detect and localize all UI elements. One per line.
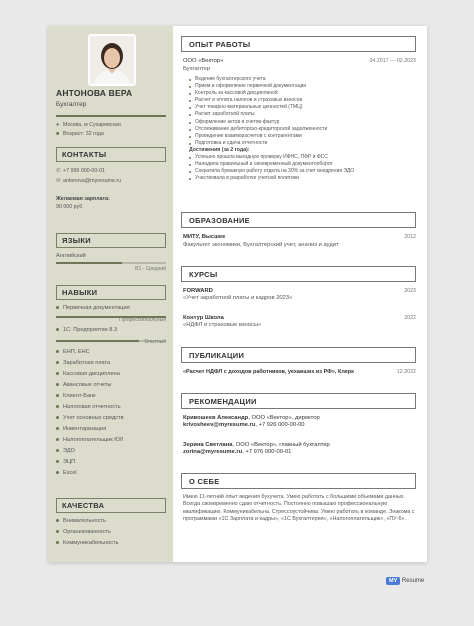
location-icon: ● [56,122,60,128]
school-name: МИТУ, Высшее [183,234,226,240]
list-item: Расчет и оплата налогов и страховых взносов [195,97,416,104]
bullet-icon [56,530,59,533]
publication-date: 12.2022 [396,369,416,375]
company-name: ООО «Вектор» [183,58,224,64]
brand-badge [386,577,424,585]
list-item: Сократила бумажную работу отдела на 30% за счет внедрения ЭДО [195,168,416,175]
language-level: B1 - Средний [135,266,166,272]
phone-icon: ✆ [56,168,61,174]
list-item: Отслеживание дебиторско-кредиторской задолженности [195,126,416,133]
experience-dates: 04.2017 — 02.2023 [369,58,416,64]
publication-entry [183,369,416,375]
course-year: 2022 [404,315,416,321]
skill-item: Excel [56,470,166,476]
recommender-name: Зерина Светлана [183,442,233,448]
quality-item: Коммуникабельность [56,540,166,546]
duties-list [183,76,416,147]
skill-level: Профессиональный [119,317,166,323]
recommender-name: Кривошеев Александр [183,415,249,421]
skills-heading: НАВЫКИ [56,285,166,300]
course-2 [183,315,416,328]
list-item: Учет товарно-материальных ценностей (ТМЦ) [195,104,416,111]
recommendation-2 [183,442,416,455]
location-line: ● Москва, м Сухаревская [56,122,121,128]
bullet-icon [56,416,59,419]
bullet-icon [56,328,59,331]
recommender-org: , ООО «Вектор», директор [248,415,320,421]
skill-level: Опытный [144,339,166,345]
bullet-icon [56,372,59,375]
list-item: Подготовка и сдача отчетности [195,140,416,147]
publication-title: «Расчет НДФЛ с доходов работников, уехавших из РФ», Клерк [183,369,354,375]
recommender-phone: , +7 926 000-00-00 [255,422,305,428]
skill-item: ЕНП, ЕНС [56,349,166,355]
bullet-icon [56,383,59,386]
bullet-icon [56,519,59,522]
resume-sheet [48,26,427,562]
achievements-label: Достижения (за 2 года): [189,146,250,153]
recommendation-1 [183,415,416,428]
bullet-icon [56,394,59,397]
position-title: Бухгалтер [183,66,211,72]
languages-heading: ЯЗЫКИ [56,233,166,248]
recommender-email[interactable]: krivosheev@myresume.ru [183,422,256,428]
bullet-icon [56,427,59,430]
main-content [173,26,427,562]
language-name: Английский [56,253,86,259]
list-item: Успешно прошла выездную проверку ИФНС, ПФР и ФСС [195,154,416,161]
bullet-icon [56,306,59,309]
skill-item: Кассовая дисциплина [56,371,166,377]
bullet-icon [56,541,59,544]
skill-item: Налоговая отчетность [56,404,166,410]
skill-item: Инвентаризация [56,426,166,432]
age-line: ■ Возраст: 32 года [56,131,104,137]
list-item: Наладила правильный и своевременный документооборот [195,161,416,168]
skill-item: Клиент-Банк [56,393,166,399]
skill-item: 1С: Предприятие 8.3 [56,327,166,333]
skill-item: Налогоплательщик ЮЛ [56,437,166,443]
salary-value: 90 000 руб [56,204,83,210]
sidebar [48,26,173,562]
experience-entry [183,58,416,182]
list-item: Оформление актов и счетов-фактур [195,119,416,126]
calendar-icon: ■ [56,131,60,137]
bullet-icon [56,350,59,353]
bullet-icon [56,361,59,364]
mail-icon: ✉ [56,178,61,184]
skill-item: ЭЦП [56,459,166,465]
list-item: Проведение взаиморасчетов с контрагентами [195,133,416,140]
brand-name: Resume [401,578,425,584]
skill-item: Первичная документация [56,305,166,311]
divider [56,115,166,117]
course-name: «Учет заработной платы и кадров 2023» [183,295,293,301]
quality-item: Внимательность [56,518,166,524]
list-item: Расчет заработной платы [195,111,416,118]
bullet-icon [56,405,59,408]
education-details: Факультет экономики, Бухгалтерский учет, анализ и аудит [183,242,339,248]
course-org: FORWARD [183,288,213,294]
course-year: 2023 [404,288,416,294]
experience-heading: ОПЫТ РАБОТЫ [181,36,416,52]
bullet-icon [56,438,59,441]
publications-heading: ПУБЛИКАЦИИ [181,347,416,363]
skill-item: Заработная плата [56,360,166,366]
bullet-icon [56,460,59,463]
candidate-name: АНТОНОВА ВЕРА [56,88,133,98]
course-org: Контур Школа [183,315,224,321]
skill-item: Учет основных средств [56,415,166,421]
skill-item: ЭДО [56,448,166,454]
course-name: «НДФЛ и страховые взносы» [183,322,262,328]
recommender-phone: , +7 976 000-00-01 [242,449,292,455]
courses-heading: КУРСЫ [181,266,416,282]
candidate-job: Бухгалтер [56,101,87,108]
list-item: Контроль за кассовой дисциплиной [195,90,416,97]
list-item: Ведение бухгалтерского учета [195,76,416,83]
course-1 [183,288,416,301]
education-heading: ОБРАЗОВАНИЕ [181,212,416,228]
contacts-heading: КОНТАКТЫ [56,147,166,162]
bullet-icon [56,449,59,452]
qualities-heading: КАЧЕСТВА [56,498,166,513]
quality-item: Организованность [56,529,166,535]
education-year: 2012 [404,234,416,240]
recommender-org: , ООО «Вектор», главный бухгалтер [232,442,330,448]
about-heading: О СЕБЕ [181,473,416,489]
skill-item: Авансовые отчеты [56,382,166,388]
phone-line[interactable]: ✆ +7 999 000-00-01 [56,168,105,174]
language-level-bar [56,262,166,264]
recommender-email[interactable]: zorina@myresume.ru [183,449,243,455]
achievements-list [183,154,416,182]
language-level-fill [56,262,122,264]
about-text: Имею 11-летний опыт ведения бухучета. Умею работать с большими объемами данных. Всегда своевременно сдаю отчетность. Постоянно повышаю профессиональную квалификацию. Коммуникабельна. Стрессоустойчива. Умею работать в команде. Знакома с программами «1С Зарплата и кадры», «1С Бухгалтерия», «Налогоплательщик», «ПУ-6». [183,494,415,523]
education-entry [183,234,416,248]
list-item: Прием и оформление первичной документации [195,83,416,90]
salary-label: Желаемая зарплата: [56,196,110,202]
email-line[interactable]: ✉ antonova@myresume.ru [56,178,122,184]
profile-photo [88,34,136,86]
brand-logo: MY [386,577,400,585]
recommendations-heading: РЕКОМЕНДАЦИИ [181,393,416,409]
list-item: Участвовала в разработке учетной политики [195,175,416,182]
bullet-icon [56,471,59,474]
